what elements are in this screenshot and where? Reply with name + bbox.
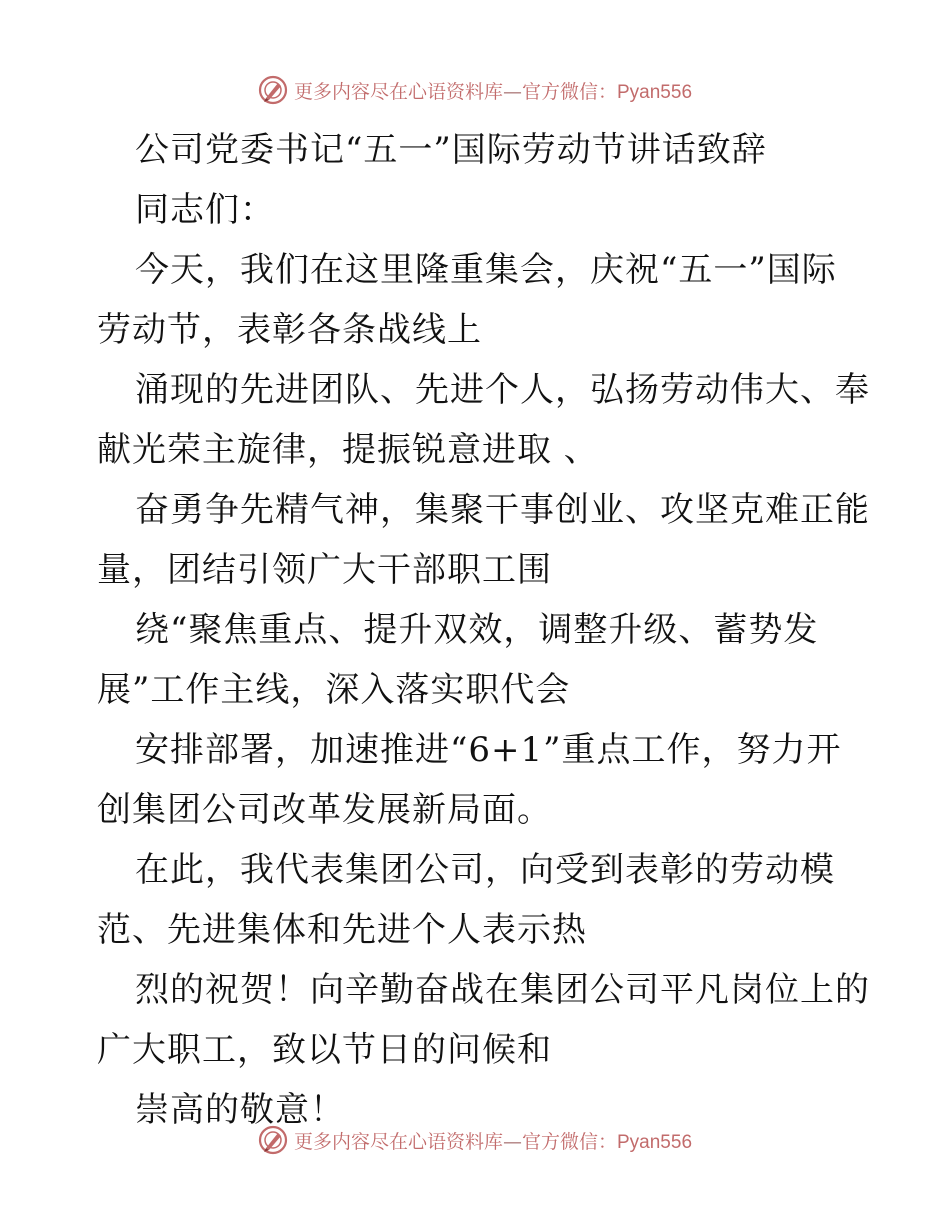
body-line: 在此，我代表集团公司，向受到表彰的劳动模 [135,850,835,890]
footer-watermark [0,1120,950,1160]
pen-logo-icon [258,75,288,105]
body-line: 劳动节，表彰各条战线上 [97,310,482,350]
body-line: 绕“聚焦重点、提升双效，调整升级、蓄势发 [135,610,819,650]
watermark-text: 更多内容尽在心语资料库—官方微信：Pyan556 [293,1130,693,1153]
header-watermark [0,70,950,110]
body-line: 安排部署，加速推进“6+1”重点工作，努力开 [135,730,842,770]
body-line: 今天，我们在这里隆重集会，庆祝“五一”国际 [135,250,837,290]
body-line: 范、先进集体和先进个人表示热 [97,910,587,950]
document-body [97,120,870,1140]
body-line: 烈的祝贺！向辛勤奋战在集团公司平凡岗位上的 [135,970,870,1010]
watermark-text: 更多内容尽在心语资料库—官方微信：Pyan556 [293,80,693,103]
body-line: 展”工作主线，深入落实职代会 [97,670,571,710]
body-line: 广大职工，致以节日的问候和 [97,1030,552,1070]
body-line: 创集团公司改革发展新局面。 [97,790,552,830]
pen-logo-icon [258,1125,288,1155]
body-line: 量，团结引领广大干部职工围 [97,550,552,590]
salutation: 同志们： [135,190,275,230]
body-line: 献光荣主旋律，提振锐意进取 、 [97,430,599,470]
document-title: 公司党委书记“五一”国际劳动节讲话致辞 [135,130,767,170]
body-line: 崇高的敬意！ [135,1090,345,1130]
body-line: 奋勇争先精气神，集聚干事创业、攻坚克难正能 [135,490,870,530]
body-line: 涌现的先进团队、先进个人，弘扬劳动伟大、奉 [135,370,870,410]
